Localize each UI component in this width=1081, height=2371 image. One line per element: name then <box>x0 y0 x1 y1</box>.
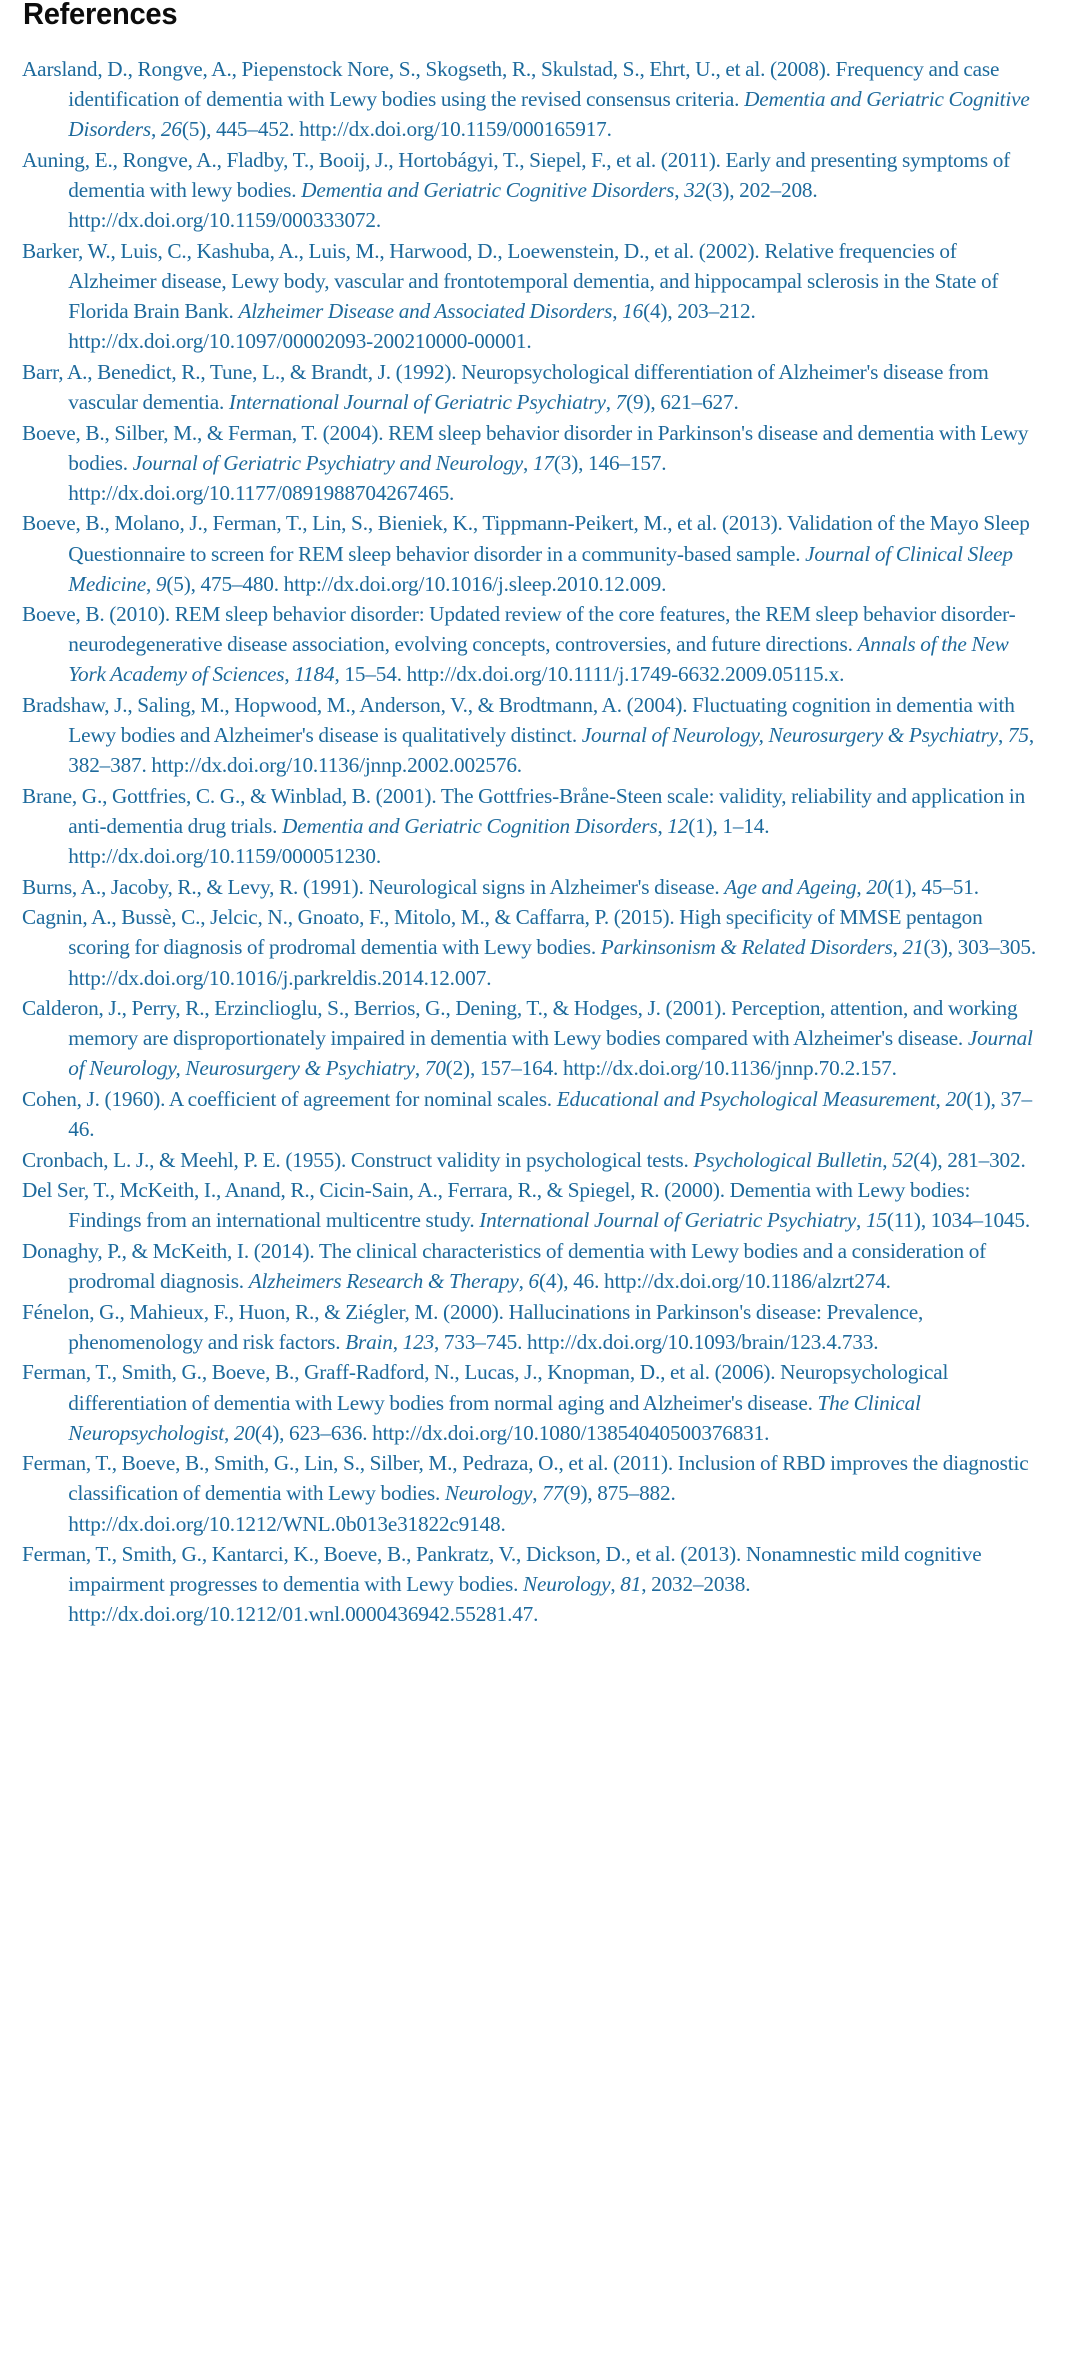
reference-title: Fluctuating cognition in dementia with Lewy bodies and Alzheimer's disease is qualitatively distinct. <box>68 693 1015 748</box>
reference-pages: 445–452. <box>215 117 295 142</box>
reference-pages: 1034–1045. <box>930 1208 1030 1233</box>
reference-issue: (1) <box>966 1086 991 1111</box>
reference-year: (2001). <box>665 996 727 1021</box>
reference-year: (1960). <box>104 1086 166 1111</box>
reference-list <box>22 27 1059 1629</box>
reference-entry: Brane, G., Gottfries, C. G., & Winblad, B. (2001). The Gottfries-Bråne-Steen scale: validity, reliability and application in anti-dementia drug trials. Dementia and Geriatric Cognition Disorders, 12(1), 1–14. http://dx.doi.org/10.1159/000051230. <box>22 783 1026 869</box>
reference-entry: Boeve, B., Molano, J., Ferman, T., Lin, S., Bieniek, K., Tippmann-Peikert, M., et al. (2013). Validation of the Mayo Sleep Questionnaire to screen for REM sleep behavior disorder in a community-based sample. Journal of Clinical Sleep Medicine, 9(5), 475–480. http://dx.doi.org/10.1016/j.sleep.2010.12.009. <box>22 511 1030 596</box>
reference-volume: 16 <box>622 299 644 324</box>
reference-volume: 52 <box>892 1147 914 1172</box>
reference-issue: (11) <box>886 1208 921 1233</box>
reference-issue: (9) <box>563 1481 588 1506</box>
reference-entry: Cronbach, L. J., & Meehl, P. E. (1955). Construct validity in psychological tests. Psychological Bulletin, 52(4), 281–302. <box>22 1147 1026 1172</box>
reference-journal: Parkinsonism & Related Disorders <box>600 935 893 960</box>
reference-title: Construct validity in psychological tests. <box>350 1147 689 1172</box>
reference-authors: Calderon, J., Perry, R., Erzinclioglu, S., Berrios, G., Dening, T., & Hodges, J. <box>22 996 661 1021</box>
reference-volume: 12 <box>667 814 689 838</box>
reference-year: (2001). <box>375 783 437 808</box>
reference-title: REM sleep behavior disorder: Updated review of the core features, the REM sleep behavior disorder-neurodegenerative disease association, evolving concepts, controversies, and future directions. <box>68 602 1016 657</box>
reference-doi[interactable]: http://dx.doi.org/10.1159/000333072. <box>68 208 381 233</box>
reference-title: High specificity of MMSE pentagon scoring for diagnosis of prodromal dementia with Lewy bodies. <box>68 905 983 960</box>
reference-volume: 81 <box>620 1572 642 1597</box>
reference-pages: 621–627. <box>660 389 739 414</box>
reference-journal: Neurology <box>444 1481 533 1506</box>
reference-title: A coefficient of agreement for nominal scales. <box>168 1086 552 1111</box>
reference-volume: 21 <box>902 935 924 960</box>
reference-issue: (9) <box>626 389 651 414</box>
reference-doi[interactable]: http://dx.doi.org/10.1016/j.parkreldis.2014.12.007. <box>68 965 492 990</box>
reference-year: (1991). <box>302 874 364 899</box>
reference-year: (2000). <box>664 1178 725 1203</box>
reference-doi[interactable]: http://dx.doi.org/10.1111/j.1749-6632.2009.05115.x. <box>406 662 845 687</box>
reference-entry: Ferman, T., Smith, G., Kantarci, K., Boeve, B., Pankratz, V., Dickson, D., et al. (2013). Nonamnestic mild cognitive impairment progresses to dementia with Lewy bodies. Neurology, 81, 2032–2038. http://dx.doi.org/10.1212/01.wnl.0000436942.55281.47. <box>22 1542 982 1627</box>
reference-entry: Calderon, J., Perry, R., Erzinclioglu, S., Berrios, G., Dening, T., & Hodges, J. (2001). Perception, attention, and working memory are disproportionately impaired in dementia with Lewy bodies compared with Alzheimer's disease. Journal of Neurology, Neurosurgery & Psychiatry, 70(2), 157–164. http://dx.doi.org/10.1136/jnnp.70.2.157. <box>22 996 1033 1081</box>
reference-volume: 20 <box>945 1086 967 1111</box>
reference-entry: Del Ser, T., McKeith, I., Anand, R., Cicin-Sain, A., Ferrara, R., & Spiegel, R. (2000). Dementia with Lewy bodies: Findings from an international multicentre study. International Journal of Geriatric Psychiatry, 15(11), 1034–1045. <box>22 1178 1030 1233</box>
reference-title: Nonamnestic mild cognitive impairment progresses to dementia with Lewy bodies. <box>68 1542 982 1597</box>
reference-entry: Ferman, T., Boeve, B., Smith, G., Lin, S., Silber, M., Pedraza, O., et al. (2011). Inclusion of RBD improves the diagnostic classification of dementia with Lewy bodies. Neurology, 77(9), 875–882. http://dx.doi.org/10.1212/WNL.0b013e31822c9148. <box>22 1451 1029 1536</box>
reference-authors: Bradshaw, J., Saling, M., Hopwood, M., Anderson, V., & Brodtmann, A. <box>22 693 622 718</box>
reference-volume: 17 <box>532 450 554 475</box>
reference-year: (2010). <box>109 602 171 627</box>
reference-doi[interactable]: http://dx.doi.org/10.1093/brain/123.4.733. <box>527 1329 879 1354</box>
reference-authors: Burns, A., Jacoby, R., & Levy, R. <box>22 874 299 899</box>
reference-authors: Ferman, T., Boeve, B., Smith, G., Lin, S., Silber, M., Pedraza, O., et al. <box>22 1451 609 1476</box>
reference-year: (2013). <box>680 1542 742 1567</box>
reference-year: (2013). <box>721 511 783 536</box>
reference-journal: Journal of Neurology, Neurosurgery & Psychiatry <box>68 1026 1033 1081</box>
reference-doi[interactable]: http://dx.doi.org/10.1136/jnnp.2002.002576. <box>151 753 522 778</box>
reference-issue: (5) <box>166 571 191 596</box>
reference-title: The Gottfries-Bråne-Steen scale: validity, reliability and application in anti-dementia drug trials. <box>68 783 1026 838</box>
reference-entry: Donaghy, P., & McKeith, I. (2014). The clinical characteristics of dementia with Lewy bodies and a consideration of prodromal diagnosis. Alzheimers Research & Therapy, 6(4), 46. http://dx.doi.org/10.1186/alzrt274. <box>22 1239 987 1294</box>
reference-entry: Fénelon, G., Mahieux, F., Huon, R., & Ziégler, M. (2000). Hallucinations in Parkinson's disease: Prevalence, phenomenology and risk factors. Brain, 123, 733–745. http://dx.doi.org/10.1093/brain/123.4.733. <box>22 1299 924 1354</box>
reference-year: (2015). <box>613 905 675 930</box>
reference-pages: 623–636. <box>288 1420 368 1445</box>
reference-year: (2002). <box>698 238 760 263</box>
reference-year: (2011). <box>613 1451 673 1476</box>
reference-journal: Dementia and Geriatric Cognition Disorders <box>282 814 658 838</box>
reference-pages: 475–480. <box>200 571 279 596</box>
reference-authors: Boeve, B., Molano, J., Ferman, T., Lin, S., Bieniek, K., Tippmann-Peikert, M., et al. <box>22 511 718 536</box>
reference-doi[interactable]: http://dx.doi.org/10.1177/0891988704267465. <box>68 480 455 505</box>
reference-entry: Burns, A., Jacoby, R., & Levy, R. (1991). Neurological signs in Alzheimer's disease. Age and Ageing, 20(1), 45–51. <box>22 874 979 899</box>
reference-issue: (3) <box>705 178 730 203</box>
reference-entry: Cagnin, A., Bussè, C., Jelcic, N., Gnoato, F., Mitolo, M., & Caffarra, P. (2015). High specificity of MMSE pentagon scoring for diagnosis of prodromal dementia with Lewy bodies. Parkinsonism & Related Disorders, 21(3), 303–305. http://dx.doi.org/10.1016/j.parkreldis.2014.12.007. <box>22 905 1036 990</box>
reference-journal: Brain <box>345 1329 393 1354</box>
reference-volume: 26 <box>160 117 182 142</box>
reference-title: Inclusion of RBD improves the diagnostic classification of dementia with Lewy bodies. <box>68 1451 1029 1506</box>
reference-volume: 77 <box>542 1481 564 1506</box>
reference-journal: Annals of the New York Academy of Sciences <box>68 632 1009 687</box>
reference-doi[interactable]: http://dx.doi.org/10.1097/00002093-200210000-00001. <box>68 329 532 354</box>
reference-journal: Psychological Bulletin <box>693 1147 883 1172</box>
reference-pages: 146–157. <box>588 450 667 475</box>
reference-entry: Aarsland, D., Rongve, A., Piepenstock Nore, S., Skogseth, R., Skulstad, S., Ehrt, U., et al. (2008). Frequency and case identification of dementia with Lewy bodies using the revised consensus criteria. Dementia and Geriatric Cognitive Disorders, 26(5), 445–452. http://dx.doi.org/10.1159/000165917. <box>22 57 1030 142</box>
reference-pages: 2032–2038. <box>651 1572 751 1597</box>
reference-volume: 32 <box>684 178 706 203</box>
reference-journal: Journal of Clinical Sleep Medicine <box>68 541 1013 596</box>
reference-volume: 20 <box>233 1420 255 1445</box>
reference-volume: 123 <box>402 1329 435 1354</box>
reference-issue: (1) <box>688 814 713 838</box>
reference-title: Neuropsychological differentiation of Alzheimer's disease from vascular dementia. <box>68 359 989 414</box>
reference-year: (2008). <box>769 57 831 82</box>
reference-year: (2000). <box>443 1299 504 1324</box>
reference-entry: Barr, A., Benedict, R., Tune, L., & Brandt, J. (1992). Neuropsychological differentiation of Alzheimer's disease from vascular dementia. International Journal of Geriatric Psychiatry, 7(9), 621–627. <box>22 359 989 414</box>
reference-journal: Journal of Geriatric Psychiatry and Neurology <box>132 450 524 475</box>
reference-pages: 1–14. <box>722 814 770 838</box>
reference-authors: Cagnin, A., Bussè, C., Jelcic, N., Gnoato, F., Mitolo, M., & Caffarra, P. <box>22 905 609 930</box>
reference-authors: Barr, A., Benedict, R., Tune, L., & Brandt, J. <box>22 359 391 384</box>
reference-entry: Auning, E., Rongve, A., Fladby, T., Booij, J., Hortobágyi, T., Siepel, F., et al. (2011). Early and presenting symptoms of dementia with lewy bodies. Dementia and Geriatric Cognitive Disorders, 32(3), 202–208. http://dx.doi.org/10.1159/000333072. <box>22 148 1011 233</box>
reference-doi[interactable]: http://dx.doi.org/10.1080/13854040500376831. <box>372 1420 770 1445</box>
reference-authors: Cronbach, L. J., & Meehl, P. E. <box>22 1147 281 1172</box>
reference-journal: Age and Ageing <box>724 874 857 899</box>
reference-volume: 9 <box>155 571 167 596</box>
reference-year: (2004). <box>626 693 688 718</box>
page-title: References <box>22 0 178 31</box>
reference-entry: Boeve, B., Silber, M., & Ferman, T. (2004). REM sleep behavior disorder in Parkinson's disease and dementia with Lewy bodies. Journal of Geriatric Psychiatry and Neurology, 17(3), 146–157. http://dx.doi.org/10.1177/0891988704267465. <box>22 420 1029 505</box>
reference-doi[interactable]: http://dx.doi.org/10.1212/01.wnl.0000436942.55281.47. <box>68 1602 539 1627</box>
reference-volume: 1184 <box>294 662 335 687</box>
reference-authors: Donaghy, P., & McKeith, I. <box>22 1239 249 1264</box>
reference-pages: 875–882. <box>597 1481 676 1506</box>
reference-journal: Dementia and Geriatric Cognitive Disorders <box>301 178 675 203</box>
reference-volume: 6 <box>528 1269 540 1294</box>
reference-issue: (5) <box>181 117 207 142</box>
reference-issue: (1) <box>887 874 912 899</box>
reference-volume: 20 <box>866 874 888 899</box>
reference-authors: Ferman, T., Smith, G., Kantarci, K., Boeve, B., Pankratz, V., Dickson, D., et al. <box>22 1542 676 1567</box>
reference-journal: Educational and Psychological Measurement <box>556 1086 936 1111</box>
reference-pages: 281–302. <box>947 1147 1026 1172</box>
reference-entry: Cohen, J. (1960). A coefficient of agreement for nominal scales. Educational and Psychological Measurement, 20(1), 37–46. <box>22 1086 1032 1142</box>
reference-doi[interactable]: http://dx.doi.org/10.1016/j.sleep.2010.12.009. <box>283 571 667 596</box>
reference-title: Validation of the Mayo Sleep Questionnaire to screen for REM sleep behavior disorder in a community-based sample. <box>68 511 1030 566</box>
reference-journal: International Journal of Geriatric Psychiatry <box>479 1208 857 1233</box>
reference-pages: 303–305. <box>957 935 1036 960</box>
reference-authors: Del Ser, T., McKeith, I., Anand, R., Cicin-Sain, A., Ferrara, R., & Spiegel, R. <box>22 1178 660 1203</box>
reference-pages: 157–164. <box>479 1056 559 1081</box>
reference-issue: (4) <box>539 1269 564 1294</box>
reference-pages: 202–208. <box>739 178 818 203</box>
reference-journal: Journal of Neurology, Neurosurgery & Psychiatry <box>581 723 999 748</box>
reference-entry: Bradshaw, J., Saling, M., Hopwood, M., Anderson, V., & Brodtmann, A. (2004). Fluctuating cognition in dementia with Lewy bodies and Alzheimer's disease is qualitatively distinct. Journal of Neurology, Neurosurgery & Psychiatry, 75, 382–387. http://dx.doi.org/10.1136/jnnp.2002.002576. <box>22 693 1034 778</box>
reference-authors: Barker, W., Luis, C., Kashuba, A., Luis, M., Harwood, D., Loewenstein, D., et al. <box>22 238 695 263</box>
reference-authors: Brane, G., Gottfries, C. G., & Winblad, B. <box>22 783 371 808</box>
reference-volume: 70 <box>424 1056 446 1081</box>
reference-authors: Aarsland, D., Rongve, A., Piepenstock Nore, S., Skogseth, R., Skulstad, S., Ehrt, U., et al. <box>22 57 766 82</box>
reference-authors: Boeve, B. <box>22 602 105 627</box>
reference-journal: Neurology <box>522 1572 611 1597</box>
reference-pages: 15–54. <box>344 662 402 687</box>
reference-pages: 46. <box>573 1269 600 1294</box>
reference-volume: 7 <box>615 389 627 414</box>
reference-authors: Ferman, T., Smith, G., Boeve, B., Graff-Radford, N., Lucas, J., Knopman, D., et al. <box>22 1360 710 1385</box>
reference-pages: 37–46. <box>68 1086 1032 1142</box>
reference-journal: The Clinical Neuropsychologist <box>68 1390 921 1445</box>
reference-authors: Fénelon, G., Mahieux, F., Huon, R., & Ziégler, M. <box>22 1299 439 1324</box>
reference-year: (1955). <box>285 1147 347 1172</box>
reference-journal: International Journal of Geriatric Psychiatry <box>228 389 606 414</box>
reference-year: (2014). <box>253 1239 315 1264</box>
reference-entry: Boeve, B. (2010). REM sleep behavior disorder: Updated review of the core features, the REM sleep behavior disorder-neurodegenerative disease association, evolving concepts, controversies, and future directions. Annals of the New York Academy of Sciences, 1184, 15–54. http://dx.doi.org/10.1111/j.1749-6632.2009.05115.x. <box>22 602 1016 687</box>
reference-title: REM sleep behavior disorder in Parkinson's disease and dementia with Lewy bodies. <box>68 420 1029 475</box>
reference-pages: 733–745. <box>443 1329 523 1354</box>
reference-year: (2011). <box>660 148 721 173</box>
reference-doi[interactable]: http://dx.doi.org/10.1186/alzrt274. <box>603 1269 891 1294</box>
reference-pages: 382–387. <box>68 753 147 778</box>
reference-issue: (3) <box>553 450 579 475</box>
reference-pages: 203–212. <box>677 299 756 324</box>
reference-year: (2006). <box>714 1360 776 1385</box>
reference-journal: Alzheimers Research & Therapy <box>248 1269 519 1294</box>
reference-title: Relative frequencies of Alzheimer disease, Lewy body, vascular and frontotemporal dementia, and hippocampal sclerosis in the State of Florida Brain Bank. <box>68 238 999 324</box>
reference-doi[interactable]: http://dx.doi.org/10.1159/000165917. <box>299 117 612 142</box>
reference-doi[interactable]: http://dx.doi.org/10.1159/000051230. <box>68 844 381 869</box>
reference-title: The clinical characteristics of dementia with Lewy bodies and a consideration of prodromal diagnosis. <box>68 1239 987 1294</box>
reference-title: Neuropsychological differentiation of dementia with Lewy bodies from normal aging and Alzheimer's disease. <box>68 1360 949 1415</box>
reference-authors: Auning, E., Rongve, A., Fladby, T., Booij, J., Hortobágyi, T., Siepel, F., et al. <box>22 148 657 173</box>
reference-entry: Ferman, T., Smith, G., Boeve, B., Graff-Radford, N., Lucas, J., Knopman, D., et al. (2006). Neuropsychological differentiation of dementia with Lewy bodies from normal aging and Alzheimer's disease. The Clinical Neuropsychologist, 20(4), 623–636. http://dx.doi.org/10.1080/13854040500376831. <box>22 1360 949 1445</box>
reference-title: Perception, attention, and working memory are disproportionately impaired in dementia with Lewy bodies compared with Alzheimer's disease. <box>68 996 1018 1051</box>
reference-title: Hallucinations in Parkinson's disease: Prevalence, phenomenology and risk factors. <box>68 1299 924 1354</box>
reference-volume: 15 <box>865 1208 887 1233</box>
reference-journal: Alzheimer Disease and Associated Disorders <box>238 299 613 324</box>
reference-pages: 45–51. <box>921 874 979 899</box>
reference-title: Neurological signs in Alzheimer's disease. <box>368 874 720 899</box>
reference-doi[interactable]: http://dx.doi.org/10.1212/WNL.0b013e31822c9148. <box>68 1511 506 1536</box>
reference-year: (2004). <box>322 420 384 445</box>
reference-year: (1992). <box>395 359 457 384</box>
reference-journal: Dementia and Geriatric Cognitive Disorders <box>68 87 1030 142</box>
reference-title: Early and presenting symptoms of dementia with lewy bodies. <box>68 148 1011 203</box>
reference-issue: (4) <box>643 299 668 324</box>
reference-authors: Boeve, B., Silber, M., & Ferman, T. <box>22 420 318 445</box>
reference-issue: (4) <box>254 1420 280 1445</box>
reference-entry: Barker, W., Luis, C., Kashuba, A., Luis, M., Harwood, D., Loewenstein, D., et al. (2002). Relative frequencies of Alzheimer disease, Lewy body, vascular and frontotemporal dementia, and hippocampal sclerosis in the State of Florida Brain Bank. Alzheimer Disease and Associated Disorders, 16(4), 203–212. http://dx.doi.org/10.1097/00002093-200210000-00001. <box>22 238 999 354</box>
reference-doi[interactable]: http://dx.doi.org/10.1136/jnnp.70.2.157. <box>562 1056 897 1081</box>
reference-issue: (2) <box>445 1056 470 1081</box>
reference-issue: (3) <box>923 935 948 960</box>
reference-volume: 75 <box>1007 723 1029 748</box>
reference-authors: Cohen, J. <box>22 1086 100 1111</box>
reference-issue: (4) <box>913 1147 938 1172</box>
reference-title: Dementia with Lewy bodies: Findings from an international multicentre study. <box>68 1178 971 1233</box>
reference-title: Frequency and case identification of dementia with Lewy bodies using the revised consensus criteria. <box>68 57 1000 112</box>
